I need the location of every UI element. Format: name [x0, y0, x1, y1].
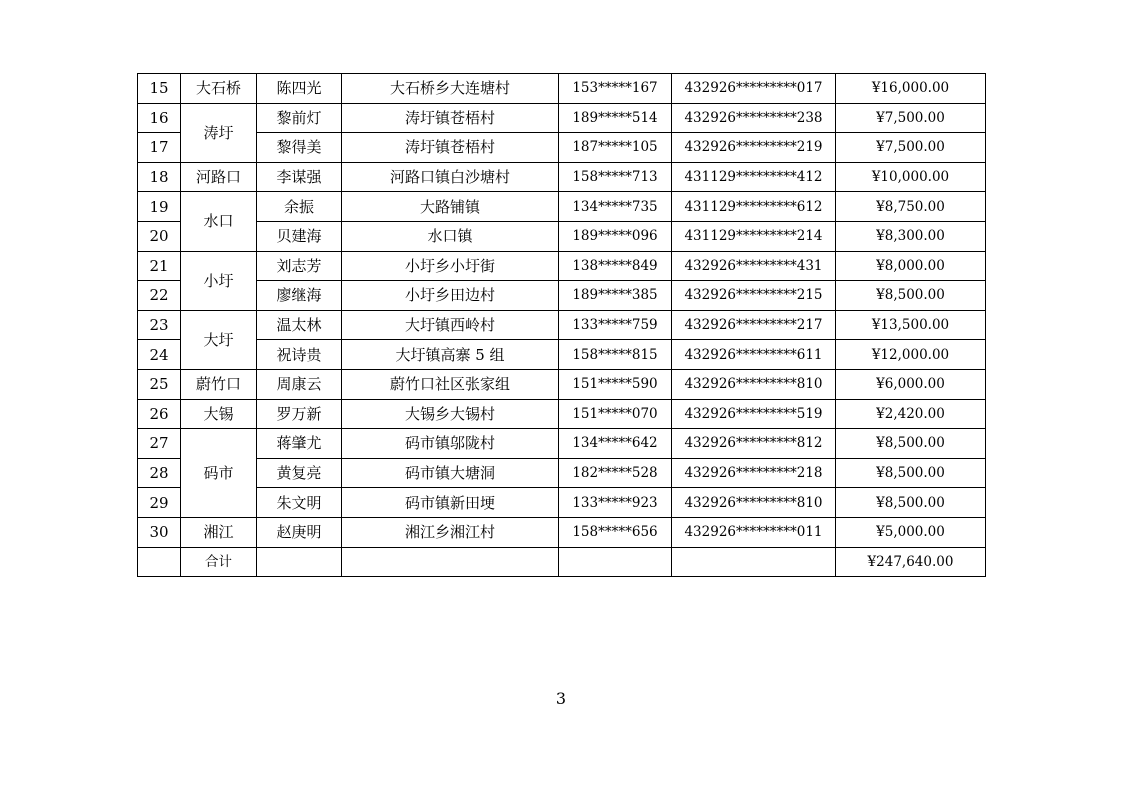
row-number: 20	[138, 221, 181, 251]
name-cell: 李谋强	[257, 162, 342, 192]
name-cell: 贝建海	[257, 221, 342, 251]
address-cell: 小圩乡小圩街	[342, 251, 559, 281]
name-cell: 廖继海	[257, 281, 342, 311]
amount-cell: ¥7,500.00	[836, 133, 986, 163]
name-cell: 陈四光	[257, 74, 342, 104]
row-number: 27	[138, 429, 181, 459]
id-cell: 432926*********017	[672, 74, 836, 104]
row-number: 30	[138, 517, 181, 547]
name-cell: 黎得美	[257, 133, 342, 163]
empty-cell	[559, 547, 672, 577]
row-number: 26	[138, 399, 181, 429]
phone-cell: 189*****096	[559, 221, 672, 251]
data-table	[137, 73, 986, 577]
table-row	[138, 103, 986, 133]
name-cell: 黎前灯	[257, 103, 342, 133]
row-number: 22	[138, 281, 181, 311]
table-row	[138, 517, 986, 547]
amount-cell: ¥2,420.00	[836, 399, 986, 429]
id-cell: 431129*********412	[672, 162, 836, 192]
row-number: 29	[138, 488, 181, 518]
name-cell: 黄复亮	[257, 458, 342, 488]
name-cell: 朱文明	[257, 488, 342, 518]
phone-cell: 133*****759	[559, 310, 672, 340]
page-number: 3	[555, 689, 567, 708]
phone-cell: 134*****642	[559, 429, 672, 459]
id-cell: 432926*********810	[672, 488, 836, 518]
amount-cell: ¥7,500.00	[836, 103, 986, 133]
table-row	[138, 251, 986, 281]
row-number: 21	[138, 251, 181, 281]
phone-cell: 189*****514	[559, 103, 672, 133]
id-cell: 432926*********215	[672, 281, 836, 311]
address-cell: 大圩镇高寨 5 组	[342, 340, 559, 370]
table-row	[138, 192, 986, 222]
address-cell: 大路铺镇	[342, 192, 559, 222]
name-cell: 周康云	[257, 369, 342, 399]
amount-cell: ¥12,000.00	[836, 340, 986, 370]
empty-cell	[342, 547, 559, 577]
row-number: 15	[138, 74, 181, 104]
name-cell: 祝诗贵	[257, 340, 342, 370]
town-cell: 码市	[181, 429, 257, 518]
address-cell: 大锡乡大锡村	[342, 399, 559, 429]
address-cell: 码市镇邬陇村	[342, 429, 559, 459]
amount-cell: ¥16,000.00	[836, 74, 986, 104]
id-cell: 431129*********214	[672, 221, 836, 251]
row-number: 25	[138, 369, 181, 399]
table-row	[138, 310, 986, 340]
phone-cell: 151*****070	[559, 399, 672, 429]
amount-cell: ¥8,000.00	[836, 251, 986, 281]
row-number: 19	[138, 192, 181, 222]
address-cell: 水口镇	[342, 221, 559, 251]
amount-cell: ¥8,500.00	[836, 429, 986, 459]
address-cell: 涛圩镇苍梧村	[342, 133, 559, 163]
address-cell: 涛圩镇苍梧村	[342, 103, 559, 133]
table-row	[138, 369, 986, 399]
empty-cell	[257, 547, 342, 577]
phone-cell: 151*****590	[559, 369, 672, 399]
row-number: 16	[138, 103, 181, 133]
row-number: 17	[138, 133, 181, 163]
id-cell: 432926*********519	[672, 399, 836, 429]
address-cell: 小圩乡田边村	[342, 281, 559, 311]
id-cell: 431129*********612	[672, 192, 836, 222]
table-row	[138, 340, 986, 370]
phone-cell: 133*****923	[559, 488, 672, 518]
id-cell: 432926*********217	[672, 310, 836, 340]
table-row	[138, 74, 986, 104]
phone-cell: 158*****713	[559, 162, 672, 192]
phone-cell: 182*****528	[559, 458, 672, 488]
phone-cell: 187*****105	[559, 133, 672, 163]
amount-cell: ¥6,000.00	[836, 369, 986, 399]
id-cell: 432926*********611	[672, 340, 836, 370]
name-cell: 余振	[257, 192, 342, 222]
total-label: 合计	[181, 547, 257, 577]
address-cell: 蔚竹口社区张家组	[342, 369, 559, 399]
town-cell: 小圩	[181, 251, 257, 310]
name-cell: 刘志芳	[257, 251, 342, 281]
table-row	[138, 429, 986, 459]
phone-cell: 189*****385	[559, 281, 672, 311]
table-row	[138, 133, 986, 163]
address-cell: 码市镇新田埂	[342, 488, 559, 518]
id-cell: 432926*********810	[672, 369, 836, 399]
amount-cell: ¥8,500.00	[836, 488, 986, 518]
name-cell: 罗万新	[257, 399, 342, 429]
empty-cell	[672, 547, 836, 577]
id-cell: 432926*********812	[672, 429, 836, 459]
id-cell: 432926*********431	[672, 251, 836, 281]
town-cell: 河路口	[181, 162, 257, 192]
id-cell: 432926*********218	[672, 458, 836, 488]
table-row	[138, 458, 986, 488]
table-row	[138, 399, 986, 429]
address-cell: 湘江乡湘江村	[342, 517, 559, 547]
amount-cell: ¥5,000.00	[836, 517, 986, 547]
phone-cell: 138*****849	[559, 251, 672, 281]
table-row	[138, 488, 986, 518]
phone-cell: 153*****167	[559, 74, 672, 104]
empty-cell	[138, 547, 181, 577]
id-cell: 432926*********238	[672, 103, 836, 133]
amount-cell: ¥8,500.00	[836, 281, 986, 311]
table-row	[138, 221, 986, 251]
address-cell: 码市镇大塘洞	[342, 458, 559, 488]
amount-cell: ¥13,500.00	[836, 310, 986, 340]
amount-cell: ¥8,750.00	[836, 192, 986, 222]
town-cell: 大圩	[181, 310, 257, 369]
phone-cell: 134*****735	[559, 192, 672, 222]
name-cell: 温太林	[257, 310, 342, 340]
amount-cell: ¥8,500.00	[836, 458, 986, 488]
address-cell: 大石桥乡大连塘村	[342, 74, 559, 104]
amount-cell: ¥8,300.00	[836, 221, 986, 251]
id-cell: 432926*********219	[672, 133, 836, 163]
id-cell: 432926*********011	[672, 517, 836, 547]
town-cell: 水口	[181, 192, 257, 251]
row-number: 24	[138, 340, 181, 370]
town-cell: 大锡	[181, 399, 257, 429]
town-cell: 涛圩	[181, 103, 257, 162]
row-number: 18	[138, 162, 181, 192]
address-cell: 河路口镇白沙塘村	[342, 162, 559, 192]
town-cell: 蔚竹口	[181, 369, 257, 399]
row-number: 23	[138, 310, 181, 340]
table-row	[138, 281, 986, 311]
amount-cell: ¥10,000.00	[836, 162, 986, 192]
total-amount: ¥247,640.00	[836, 547, 986, 577]
name-cell: 蒋肇尤	[257, 429, 342, 459]
town-cell: 大石桥	[181, 74, 257, 104]
table-row	[138, 162, 986, 192]
phone-cell: 158*****815	[559, 340, 672, 370]
phone-cell: 158*****656	[559, 517, 672, 547]
name-cell: 赵庚明	[257, 517, 342, 547]
row-number: 28	[138, 458, 181, 488]
town-cell: 湘江	[181, 517, 257, 547]
total-row	[138, 547, 986, 577]
address-cell: 大圩镇西岭村	[342, 310, 559, 340]
